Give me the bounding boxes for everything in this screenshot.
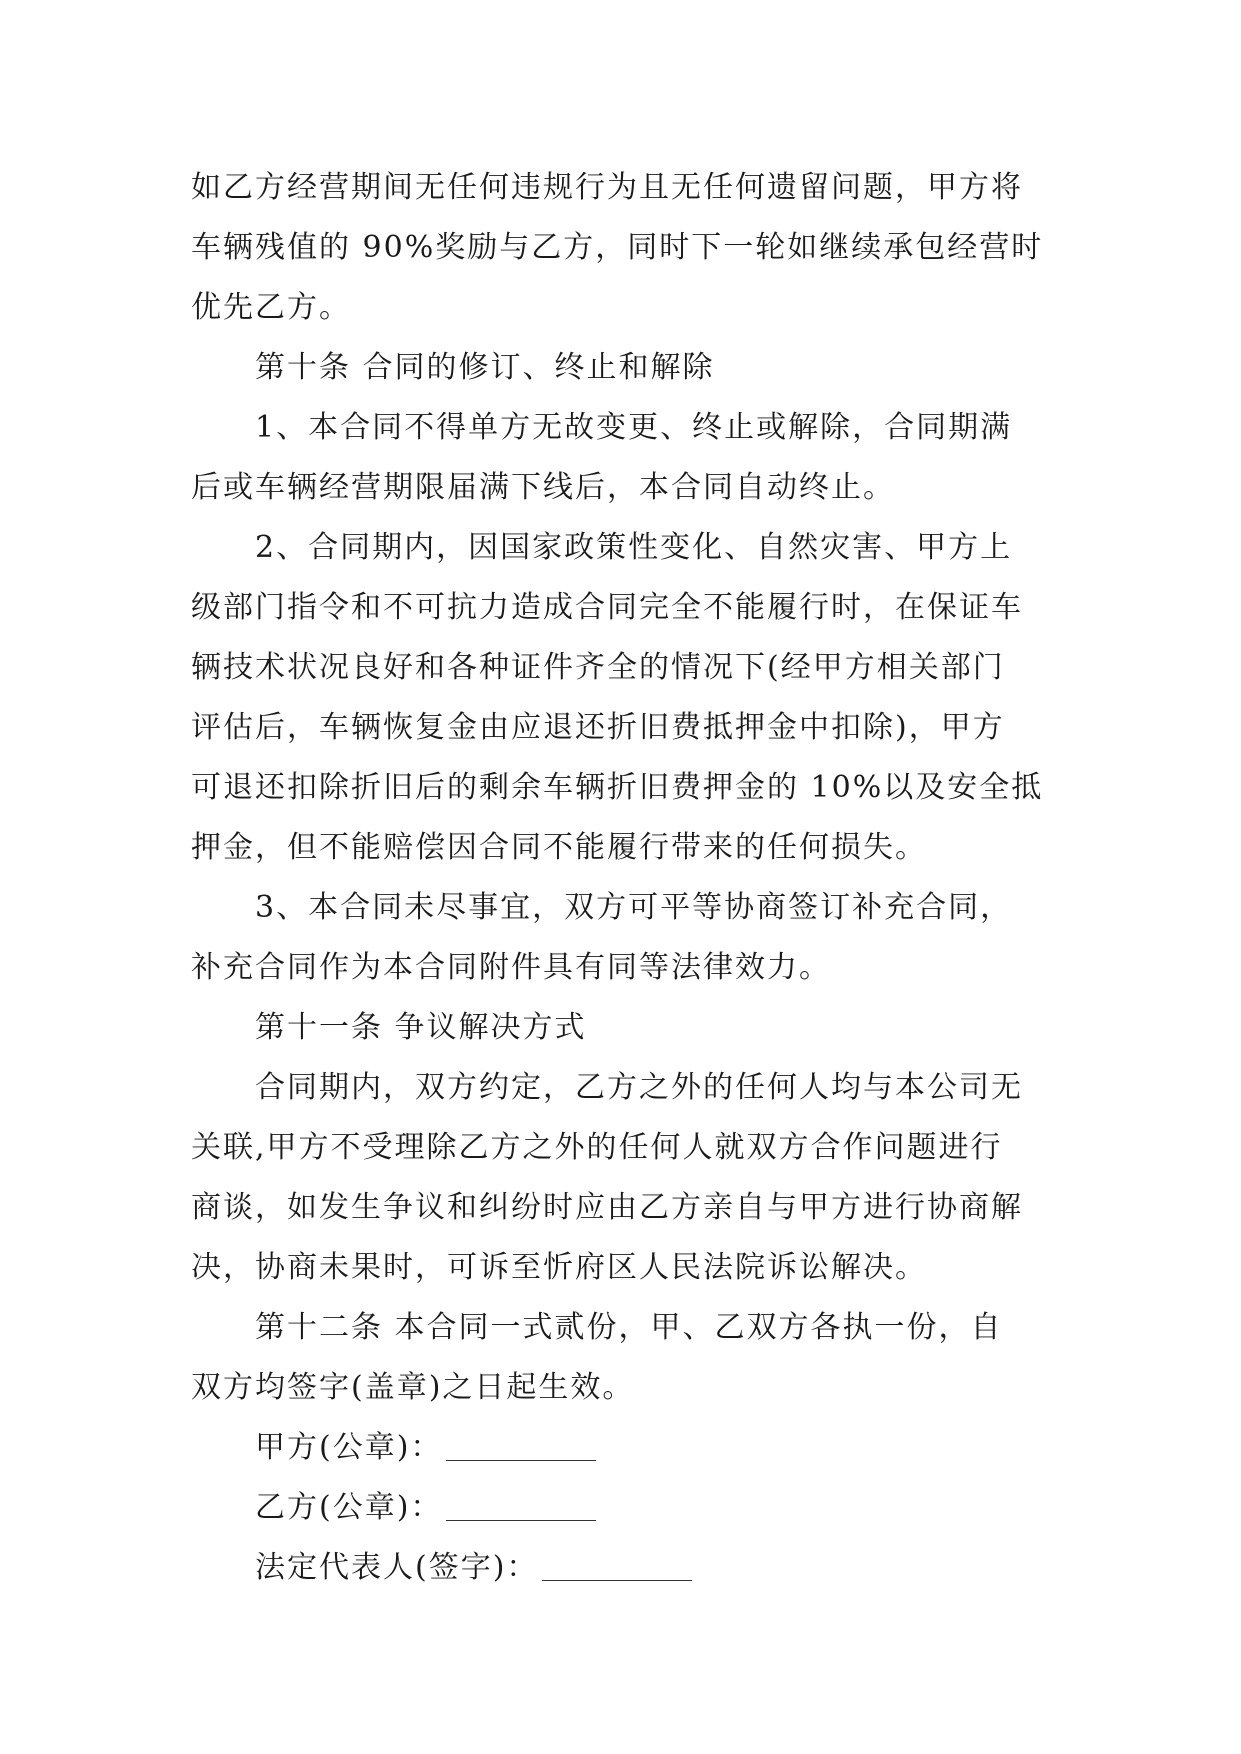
paragraph-line: 2、合同期内，因国家政策性变化、自然灾害、甲方上	[255, 530, 1013, 565]
paragraph-line: 如乙方经营期间无任何违规行为且无任何遗留问题，甲方将	[191, 170, 1023, 205]
paragraph-line: 补充合同作为本合同附件具有同等法律效力。	[191, 950, 831, 985]
paragraph-line: 1、本合同不得单方无故变更、终止或解除，合同期满	[255, 410, 1013, 445]
paragraph-line: 双方均签字(盖章)之日起生效。	[191, 1370, 635, 1405]
party-b-signature-blank[interactable]	[446, 1490, 596, 1521]
paragraph-line: 可退还扣除折旧后的剩余车辆折旧费押金的 10%以及安全抵	[191, 770, 1044, 805]
paragraph-line: 决，协商未果时，可诉至忻府区人民法院诉讼解决。	[191, 1250, 927, 1285]
paragraph-line: 关联,甲方不受理除乙方之外的任何人就双方合作问题进行	[191, 1130, 1003, 1165]
contract-body	[191, 158, 1051, 1598]
paragraph-line: 3、本合同未尽事宜，双方可平等协商签订补充合同，	[255, 890, 1013, 925]
signature-party-a	[191, 1418, 1051, 1478]
paragraph-line: 商谈，如发生争议和纠纷时应由乙方亲自与甲方进行协商解	[191, 1190, 1023, 1225]
party-a-signature-blank[interactable]	[446, 1430, 596, 1461]
article-10-title: 第十条 合同的修订、终止和解除	[255, 350, 715, 385]
paragraph-line: 押金，但不能赔偿因合同不能履行带来的任何损失。	[191, 830, 927, 865]
signature-party-b	[191, 1478, 1051, 1538]
legal-rep-label: 法定代表人(签字)：	[255, 1550, 539, 1585]
paragraph-line: 合同期内，双方约定，乙方之外的任何人均与本公司无	[255, 1070, 1023, 1105]
paragraph-line: 后或车辆经营期限届满下线后，本合同自动终止。	[191, 470, 895, 505]
signature-legal-rep	[191, 1538, 1051, 1598]
paragraph-line: 级部门指令和不可抗力造成合同完全不能履行时，在保证车	[191, 590, 1023, 625]
paragraph-line: 优先乙方。	[191, 290, 351, 325]
article-12-line: 第十二条 本合同一式贰份，甲、乙双方各执一份，自	[255, 1310, 1003, 1345]
paragraph-line: 车辆残值的 90%奖励与乙方，同时下一轮如继续承包经营时	[191, 230, 1044, 265]
paragraph-line: 辆技术状况良好和各种证件齐全的情况下(经甲方相关部门	[191, 650, 1005, 685]
paragraph-line: 评估后，车辆恢复金由应退还折旧费抵押金中扣除)，甲方	[191, 710, 1005, 745]
party-b-label: 乙方(公章)：	[255, 1490, 443, 1525]
legal-rep-signature-blank[interactable]	[542, 1550, 692, 1581]
party-a-label: 甲方(公章)：	[255, 1430, 443, 1465]
article-11-title: 第十一条 争议解决方式	[255, 1010, 587, 1045]
